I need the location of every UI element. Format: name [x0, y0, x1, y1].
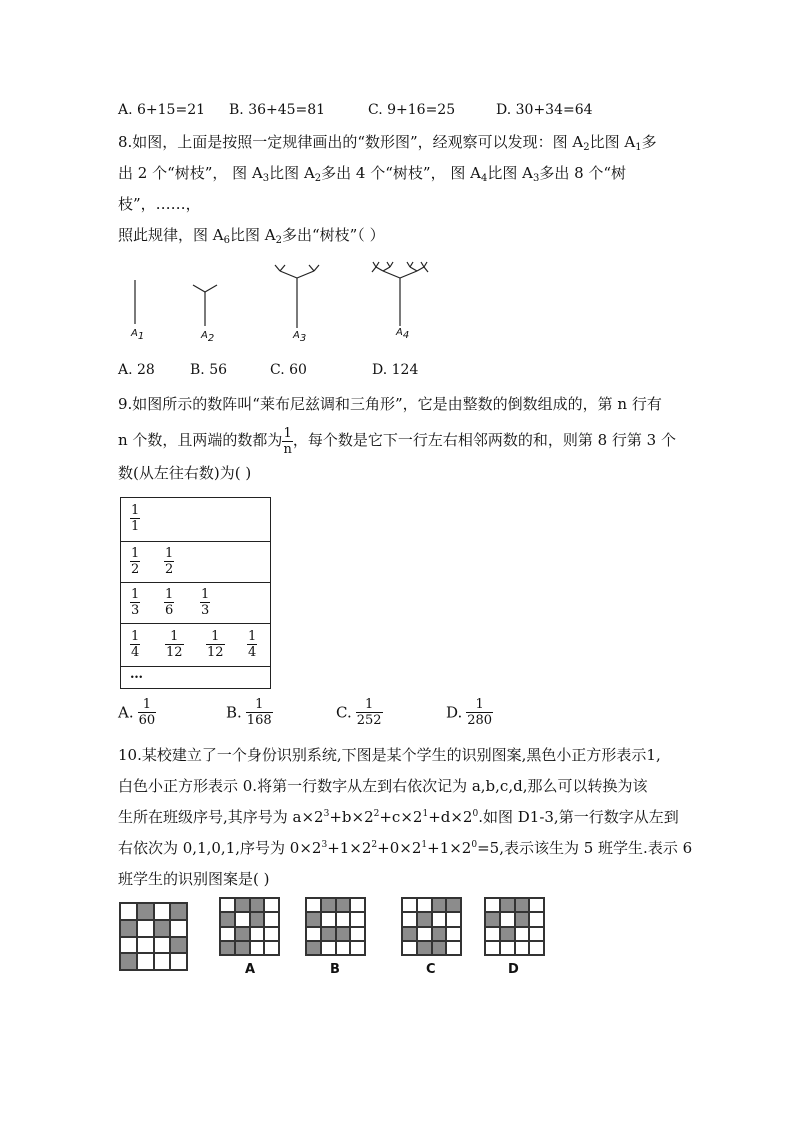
grid-cell-empty: [402, 912, 417, 926]
grid-cell-empty: [350, 941, 365, 955]
grid-cell-filled: [515, 912, 530, 926]
q7-option-b: B. 36+45=81: [229, 102, 326, 118]
grid-cell-empty: [417, 927, 432, 941]
grid-cell-empty: [529, 912, 544, 926]
grid-cell-filled: [336, 927, 351, 941]
table-cell-fraction: $\frac{1}{2}$: [131, 546, 140, 577]
grid-cell-filled: [500, 927, 515, 941]
grid-cell-filled: [500, 898, 515, 912]
grid-cell-empty: [264, 912, 279, 926]
grid-cell-empty: [500, 941, 515, 955]
grid-cell-empty: [529, 941, 544, 955]
grid-cell-empty: [500, 912, 515, 926]
grid-cell-empty: [446, 912, 461, 926]
grid-cell-empty: [529, 927, 544, 941]
grid-cell-filled: [306, 941, 321, 955]
table-cell-fraction: $\frac{1}{6}$: [165, 587, 174, 618]
q9-question-line-1: 9.如图所示的数阵叫“莱布尼兹调和三角形”，它是由整数的倒数组成的，第 n 行有: [118, 395, 662, 413]
grid-cell-empty: [250, 927, 265, 941]
option-b-pattern-grid: [305, 897, 366, 956]
option-a-pattern-grid: [219, 897, 280, 956]
grid-cell-empty: [264, 941, 279, 955]
grid-cell-filled: [250, 898, 265, 912]
grid-cell-filled: [321, 898, 336, 912]
example-pattern-grid: [119, 902, 188, 971]
grid-cell-empty: [350, 898, 365, 912]
grid-cell-empty: [529, 898, 544, 912]
q8-option-d: D. 124: [372, 362, 419, 378]
q8-option-b: B. 56: [190, 362, 228, 378]
grid-cell-empty: [350, 912, 365, 926]
q9-option-a: A. $\frac{1}{60}$: [118, 697, 156, 728]
leibniz-triangle-table: [120, 497, 271, 689]
grid-cell-empty: [137, 920, 154, 937]
table-cell-fraction: $\frac{1}{1}$: [131, 503, 140, 534]
grid-cell-empty: [306, 898, 321, 912]
grid-cell-empty: [170, 920, 187, 937]
grid-cell-empty: [515, 927, 530, 941]
grid-cell-filled: [120, 920, 137, 937]
grid-cell-filled: [515, 898, 530, 912]
table-cell-fraction: $\frac{1}{4}$: [248, 629, 257, 660]
grid-cell-empty: [485, 941, 500, 955]
grid-cell-empty: [446, 941, 461, 955]
table-cell-fraction: $\frac{1}{12}$: [207, 629, 224, 660]
q8-question-line-3: 枝”，……，: [118, 195, 201, 213]
grid-cell-filled: [446, 898, 461, 912]
q10-question-line-2: 白色小正方形表示 0.将第一行数字从左到右依次记为 a,b,c,d,那么可以转换为该: [118, 777, 648, 795]
option-d-pattern-grid: [484, 897, 545, 956]
option-c-pattern-grid: [401, 897, 462, 956]
option-a-label: A: [245, 962, 256, 977]
grid-cell-empty: [120, 937, 137, 954]
grid-cell-filled: [220, 912, 235, 926]
table-row: [121, 498, 270, 542]
q10-question-line-4: 右依次为 0,1,0,1,序号为 $0\times 2^3+1\times 2^2+0\times 2^1+1\times 2^0=5$,表示该生为 5 班学生.表示 6: [118, 839, 693, 857]
grid-cell-empty: [446, 927, 461, 941]
option-b-label: B: [330, 962, 340, 977]
grid-cell-empty: [485, 898, 500, 912]
table-row: [121, 542, 270, 583]
grid-cell-empty: [154, 953, 171, 970]
grid-cell-empty: [137, 937, 154, 954]
table-cell-fraction: $\frac{1}{3}$: [131, 587, 140, 618]
grid-cell-empty: [417, 898, 432, 912]
q9-inline-fraction: $\frac{1}{n}$: [283, 425, 292, 457]
grid-cell-filled: [137, 903, 154, 920]
grid-cell-filled: [485, 912, 500, 926]
grid-cell-empty: [321, 912, 336, 926]
q8-question-line-1: 8.如图，上面是按照一定规律画出的“数形图”，经观察可以发现：图 $A_2$比图 $A_1$多: [118, 133, 657, 153]
table-cell-fraction: $\frac{1}{3}$: [201, 587, 210, 618]
q9-option-d: D. $\frac{1}{280}$: [446, 697, 493, 728]
grid-cell-filled: [432, 927, 447, 941]
grid-cell-filled: [417, 912, 432, 926]
grid-cell-empty: [402, 898, 417, 912]
grid-cell-empty: [350, 927, 365, 941]
tree-label-a4: $A_4$: [396, 327, 410, 341]
grid-cell-filled: [432, 898, 447, 912]
grid-cell-filled: [432, 941, 447, 955]
table-row: [121, 583, 270, 624]
grid-cell-empty: [235, 912, 250, 926]
grid-cell-empty: [321, 941, 336, 955]
grid-cell-empty: [264, 898, 279, 912]
grid-cell-filled: [235, 898, 250, 912]
q9-option-b: B. $\frac{1}{168}$: [226, 697, 272, 728]
option-c-label: C: [426, 962, 436, 977]
grid-cell-filled: [170, 903, 187, 920]
q7-option-d: D. 30+34=64: [496, 102, 593, 118]
grid-cell-empty: [250, 941, 265, 955]
grid-cell-empty: [120, 903, 137, 920]
q9-question-line-3: 数(从左往右数)为( ): [118, 464, 252, 482]
grid-cell-empty: [402, 941, 417, 955]
grid-cell-empty: [336, 912, 351, 926]
tree-label-a3: $A_3$: [293, 330, 307, 344]
table-cell-fraction: $\frac{1}{2}$: [165, 546, 174, 577]
table-row-ellipsis: …: [130, 667, 143, 682]
grid-cell-empty: [264, 927, 279, 941]
table-cell-fraction: $\frac{1}{12}$: [166, 629, 183, 660]
tree-a2: [193, 285, 217, 326]
grid-cell-empty: [137, 953, 154, 970]
grid-cell-filled: [220, 941, 235, 955]
grid-cell-filled: [235, 941, 250, 955]
tree-label-a1: $A_1$: [131, 328, 145, 342]
grid-cell-empty: [485, 927, 500, 941]
q8-option-c: C. 60: [270, 362, 307, 378]
option-d-label: D: [508, 962, 519, 977]
grid-cell-filled: [336, 898, 351, 912]
grid-cell-empty: [515, 941, 530, 955]
grid-cell-filled: [235, 927, 250, 941]
grid-cell-filled: [170, 937, 187, 954]
q7-option-a: A. 6+15=21: [118, 102, 206, 118]
grid-cell-filled: [154, 920, 171, 937]
q10-question-line-5: 班学生的识别图案是( ): [118, 870, 270, 888]
grid-cell-empty: [220, 927, 235, 941]
q8-question-line-4: 照此规律，图 $A_6$比图 $A_2$多出“树枝”（ ）: [118, 226, 385, 246]
q9-option-c: C. $\frac{1}{252}$: [336, 697, 382, 728]
tree-a4: [372, 262, 428, 326]
grid-cell-empty: [220, 898, 235, 912]
grid-cell-filled: [250, 912, 265, 926]
q8-option-a: A. 28: [118, 362, 155, 378]
q10-question-line-3: 生所在班级序号,其序号为 $a\times 2^3+b\times 2^2+c\times 2^1+d\times 2^0$.如图 D1-3,第一行数字从左到: [118, 808, 679, 826]
tree-a3: [275, 265, 319, 328]
q8-question-line-2: 出 2 个“树枝”， 图 $A_3$比图 $A_2$多出 4 个“树枝”， 图 $A_4$比图 $A_3$多出 8 个“树: [118, 164, 627, 184]
grid-cell-filled: [120, 953, 137, 970]
grid-cell-filled: [306, 912, 321, 926]
grid-cell-filled: [417, 941, 432, 955]
table-cell-fraction: $\frac{1}{4}$: [131, 629, 140, 660]
grid-cell-filled: [402, 927, 417, 941]
q7-option-c: C. 9+16=25: [368, 102, 456, 118]
grid-cell-empty: [170, 953, 187, 970]
q10-question-line-1: 10.某校建立了一个身份识别系统,下图是某个学生的识别图案,黑色小正方形表示1,: [118, 746, 661, 764]
q9-question-line-2: n 个数，且两端的数都为 $\frac{1}{n}$ ，每个数是它下一行左右相邻两数的和，则第 8 行第 3 个: [118, 425, 676, 457]
grid-cell-empty: [336, 941, 351, 955]
table-row: [121, 624, 270, 667]
grid-cell-empty: [154, 937, 171, 954]
tree-label-a2: $A_2$: [201, 330, 215, 344]
grid-cell-empty: [432, 912, 447, 926]
grid-cell-empty: [154, 903, 171, 920]
grid-cell-empty: [306, 927, 321, 941]
grid-cell-filled: [321, 927, 336, 941]
